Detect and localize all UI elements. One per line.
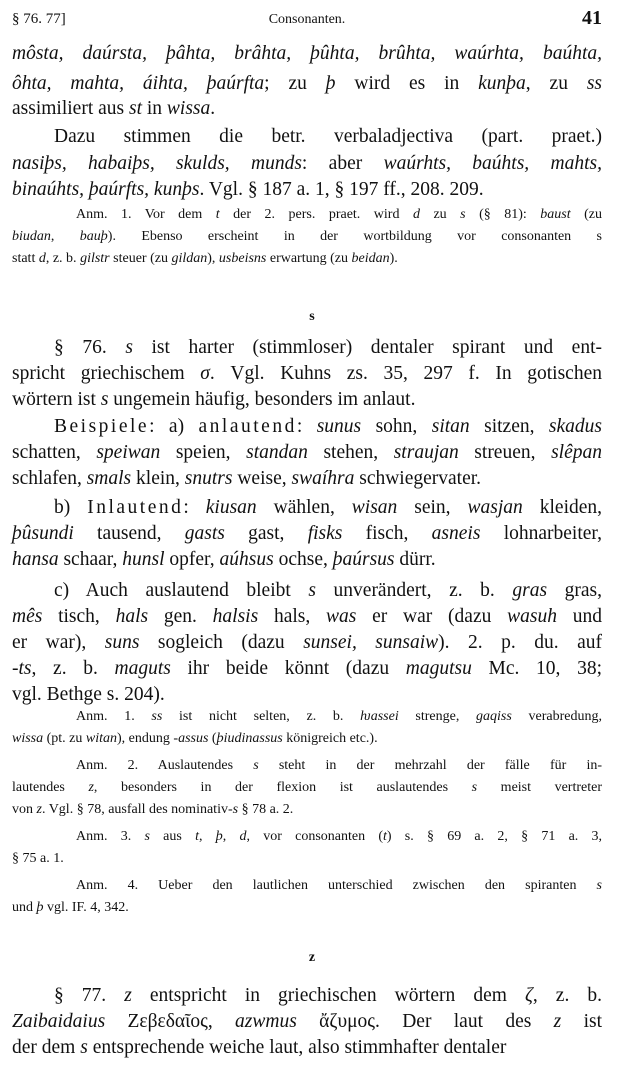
text-run: sein,: [397, 497, 468, 518]
text-line: [12, 878, 602, 894]
gothic-word: was: [326, 606, 357, 627]
gothic-word: ts: [18, 658, 32, 679]
text-run: streuen,: [458, 442, 552, 463]
gothic-word: -assus: [173, 731, 209, 746]
text-run: wählen,: [256, 497, 352, 518]
gothic-word: waúrhts, baúhts, mahts,: [383, 153, 602, 174]
gothic-word: ôhta, mahta, áihta, þaúrfta: [12, 73, 265, 94]
text-run: zu: [419, 207, 461, 222]
gothic-word: smals: [86, 468, 132, 489]
gothic-word: þûsundi: [12, 523, 74, 544]
text-run: Anm. 4. Ueber den lautlichen unterschied zwischen den spiranten: [76, 878, 597, 893]
gothic-word: witan: [85, 731, 118, 746]
page-number: 41: [582, 7, 602, 29]
text-run: ). 2. p. du. auf: [438, 632, 602, 653]
gothic-word: wasjan: [467, 497, 523, 518]
text-run: ,: [50, 229, 80, 244]
text-line: [12, 179, 602, 201]
text-run: steuer (zu: [109, 251, 172, 266]
gothic-word: skadus: [548, 416, 602, 437]
text-run: . Vgl. § 187 a. 1, § 197 ff., 208. 209.: [199, 179, 484, 200]
text-line: [12, 780, 602, 796]
text-run: wird es in: [335, 73, 479, 94]
text-run: schlafen,: [12, 468, 87, 489]
gothic-word: s: [144, 829, 150, 844]
gothic-word: sunus: [316, 416, 362, 437]
text-run: fisch,: [342, 523, 432, 544]
text-run: :: [296, 416, 317, 437]
text-line: [12, 900, 602, 916]
text-run: ihr beide könnt (dazu: [170, 658, 406, 679]
text-run: schatten,: [12, 442, 97, 463]
text-run: opfer,: [164, 549, 220, 570]
text-run: (§ 81):: [465, 207, 541, 222]
gothic-word: môsta, daúrsta, þâhta, brâhta, þûhta, brûhta, waúrhta, baúhta,: [12, 43, 602, 64]
text-line: [12, 251, 602, 267]
gothic-word: straujan: [393, 442, 459, 463]
text-run: aus: [149, 829, 196, 844]
text-run: ; zu: [264, 73, 326, 94]
text-run: gast,: [224, 523, 308, 544]
gothic-word: speiwan: [96, 442, 161, 463]
text-run: b): [54, 497, 88, 518]
text-run: vgl. IF. 4, 342.: [43, 900, 129, 915]
text-run: speien,: [160, 442, 247, 463]
gothic-word: kiusan: [205, 497, 257, 518]
gothic-word: gras: [512, 580, 548, 601]
gothic-word: binaúhts, þaúrfts, kunþs: [12, 179, 200, 200]
text-run: meist vertreter: [477, 780, 602, 795]
text-line: [12, 731, 602, 747]
gothic-word: z: [553, 1011, 562, 1032]
text-line: [12, 497, 602, 519]
text-run: königreich etc.).: [282, 731, 378, 746]
text-line: [12, 229, 602, 245]
text-run: § 77.: [54, 985, 125, 1006]
text-run: Anm. 1. Vor dem: [76, 207, 216, 222]
gothic-word: z: [124, 985, 132, 1006]
text-run: .: [210, 98, 216, 119]
gothic-word: fisks: [307, 523, 343, 544]
text-line: [12, 43, 602, 65]
gothic-word: snutrs: [184, 468, 233, 489]
gothic-word: mês: [12, 606, 43, 627]
text-run: kleiden,: [522, 497, 603, 518]
gothic-word: þ: [325, 73, 336, 94]
gothic-word: beidan: [351, 251, 390, 266]
gothic-word: standan: [246, 442, 308, 463]
text-run: (pt. zu: [43, 731, 86, 746]
text-run: Anm. 2. Auslautendes: [76, 758, 254, 773]
text-line: [12, 207, 602, 223]
text-run: : aber: [301, 153, 384, 174]
text-run: verabredung,: [511, 709, 603, 724]
gothic-word: sitan: [431, 416, 470, 437]
gothic-word: asneis: [431, 523, 481, 544]
gothic-word: t: [195, 829, 199, 844]
gothic-word: z: [88, 780, 94, 795]
gothic-word: aúhsus: [219, 549, 274, 570]
text-line: [12, 389, 602, 411]
text-run: gen.: [148, 606, 213, 627]
spaced-term: Beispiele: [54, 416, 150, 437]
text-run: unverändert, z. b.: [315, 580, 513, 601]
text-run: , vor consonanten (: [246, 829, 383, 844]
text-run: in: [142, 98, 167, 119]
text-run: ochse,: [273, 549, 333, 570]
gothic-word: s: [100, 389, 109, 410]
gothic-word: kunþa: [478, 73, 526, 94]
gothic-word: s: [596, 878, 602, 893]
text-line: [12, 442, 602, 464]
gothic-word: baust: [540, 207, 571, 222]
text-run: (: [208, 731, 217, 746]
gothic-word: t: [382, 829, 387, 844]
text-line: [12, 606, 602, 628]
gothic-word: wissa: [12, 731, 44, 746]
text-line: [12, 98, 602, 120]
gothic-word: gilstr: [80, 251, 110, 266]
text-run: und: [12, 900, 37, 915]
gothic-word: s: [471, 780, 478, 795]
text-line: [12, 468, 602, 490]
text-run: dürr.: [394, 549, 436, 570]
text-run: tausend,: [73, 523, 185, 544]
text-run: § 78 a. 2.: [238, 802, 294, 817]
text-run: gras,: [547, 580, 603, 601]
text-run: sitzen,: [469, 416, 549, 437]
text-run: . Vgl. Kuhns zs. 35, 297 f. In gotischen: [209, 363, 602, 384]
text-run: vgl. Bethge s. 204).: [12, 684, 165, 705]
gothic-word: s: [125, 337, 133, 358]
text-run: klein,: [131, 468, 185, 489]
section-range: § 76. 77]: [12, 11, 66, 27]
text-run: Dazu stimmen die betr. verbaladjectiva (part. praet.): [54, 126, 602, 147]
text-run: und: [557, 606, 603, 627]
gothic-word: hunsl: [122, 549, 165, 570]
text-run: ist harter (stimmloser) dentaler spirant und ent-: [132, 337, 603, 358]
gothic-word: gildan: [171, 251, 208, 266]
text-run: Ζεβεδαῖος,: [105, 1011, 236, 1032]
text-run: wörtern ist: [12, 389, 101, 410]
text-run: § 76.: [54, 337, 126, 358]
text-line: [12, 1011, 602, 1033]
gothic-word: d: [412, 207, 420, 222]
text-run: er war (dazu: [356, 606, 508, 627]
text-run: , zu: [525, 73, 587, 94]
text-run: sogleich (dazu: [139, 632, 304, 653]
gothic-word: bauþ: [79, 229, 108, 244]
gothic-word: ss: [151, 709, 163, 724]
gothic-word: þiudinassus: [216, 731, 283, 746]
text-line: [12, 758, 602, 774]
chapter-title: Consonanten.: [268, 12, 346, 27]
gothic-word: ss: [586, 73, 603, 94]
text-run: entspricht in griechischen wörtern dem: [131, 985, 525, 1006]
text-run: ),: [207, 251, 219, 266]
text-line: [12, 1037, 602, 1059]
text-run: weise,: [232, 468, 292, 489]
text-line: [12, 632, 602, 654]
gothic-word: usbeisns: [218, 251, 267, 266]
text-line: [12, 851, 602, 867]
gothic-word: t: [215, 207, 220, 222]
text-run: ) s. § 69 a. 2, § 71 a. 3,: [386, 829, 603, 844]
gothic-word: hansa: [12, 549, 59, 570]
text-run: stehen,: [307, 442, 394, 463]
text-run: von: [12, 802, 37, 817]
text-run: Mc. 10, 38;: [471, 658, 602, 679]
gothic-word: slêpan: [551, 442, 602, 463]
text-run: ), endung: [117, 731, 174, 746]
gothic-word: þ: [215, 829, 223, 844]
gothic-word: z: [36, 802, 42, 817]
gothic-word: s: [460, 207, 466, 222]
gothic-word: ƕassei: [360, 709, 399, 724]
gothic-word: swaíhra: [291, 468, 355, 489]
gothic-word: gasts: [184, 523, 225, 544]
text-run: der dem: [12, 1037, 81, 1058]
text-run: spricht griechischem: [12, 363, 201, 384]
text-run: ist: [561, 1011, 602, 1032]
text-run: erwartung (zu: [266, 251, 352, 266]
text-line: [12, 985, 602, 1007]
text-run: er war),: [12, 632, 105, 653]
text-line: [12, 549, 602, 571]
gothic-word: wissa: [166, 98, 211, 119]
gothic-word: biudan: [12, 229, 51, 244]
gothic-word: nasiþs, habaiþs, skulds, munds: [12, 153, 302, 174]
gothic-word: hals: [115, 606, 149, 627]
gothic-word: s: [232, 802, 239, 817]
text-run: ἄζυμος. Der laut des: [296, 1011, 554, 1032]
text-line: [12, 73, 602, 95]
text-run: ,: [222, 829, 240, 844]
text-run: ).: [389, 251, 398, 266]
text-run: tisch,: [42, 606, 116, 627]
text-run: -: [12, 658, 19, 679]
gothic-word: ζ: [524, 985, 533, 1006]
text-run: statt: [12, 251, 39, 266]
text-line: [12, 523, 602, 545]
text-run: . Vgl. § 78, ausfall des nominativ-: [41, 802, 233, 817]
gothic-word: suns: [104, 632, 140, 653]
gothic-word: wisan: [351, 497, 398, 518]
text-line: [12, 126, 602, 148]
text-run: ,: [198, 829, 216, 844]
text-run: c) Auch auslautend bleibt: [54, 580, 309, 601]
text-line: [12, 684, 602, 706]
text-run: , z. b.: [45, 251, 81, 266]
text-run: , z. b.: [31, 658, 115, 679]
section-heading-z: z: [308, 950, 316, 965]
text-run: sohn,: [361, 416, 432, 437]
running-header: [12, 5, 602, 33]
gothic-word: σ: [200, 363, 210, 384]
text-run: , z. b.: [532, 985, 603, 1006]
text-line: [12, 709, 602, 725]
text-run: hals,: [258, 606, 327, 627]
text-run: (zu: [570, 207, 603, 222]
text-run: Anm. 1.: [76, 709, 152, 724]
text-run: , besonders in der flexion ist auslautendes: [93, 780, 472, 795]
gothic-word: s: [80, 1037, 88, 1058]
text-run: Anm. 3.: [76, 829, 145, 844]
gothic-word: azwmus: [235, 1011, 297, 1032]
section-heading-s: s: [309, 309, 315, 324]
text-run: § 75 a. 1.: [12, 851, 64, 866]
text-run: strenge,: [398, 709, 477, 724]
gothic-word: magutsu: [405, 658, 472, 679]
text-run: ungemein häufig, besonders im anlaut.: [108, 389, 416, 410]
text-run: :: [183, 497, 206, 518]
gothic-word: þaúrsus: [332, 549, 395, 570]
text-run: lautendes: [12, 780, 89, 795]
text-run: assimiliert aus: [12, 98, 129, 119]
gothic-word: halsis: [212, 606, 259, 627]
text-run: der 2. pers. praet. wird: [219, 207, 413, 222]
text-line: [12, 829, 602, 845]
gothic-word: s: [253, 758, 259, 773]
text-line: [12, 153, 602, 175]
gothic-word: gaqiss: [476, 709, 512, 724]
text-run: steht in der mehrzahl der fälle für in-: [258, 758, 602, 773]
text-run: schwiegervater.: [354, 468, 482, 489]
spaced-term: Inlautend: [87, 497, 184, 518]
gothic-word: st: [128, 98, 142, 119]
text-line: [12, 416, 602, 438]
text-line: [12, 337, 602, 359]
text-run: entsprechende weiche laut, also stimmhafter dentaler: [87, 1037, 507, 1058]
gothic-word: d: [239, 829, 247, 844]
gothic-word: wasuh: [507, 606, 557, 627]
gothic-word: d: [38, 251, 46, 266]
gothic-word: s: [308, 580, 316, 601]
text-line: [12, 802, 602, 818]
text-run: ). Ebenso erscheint in der wortbildung vor consonanten s: [107, 229, 602, 244]
spaced-term: anlautend: [198, 416, 297, 437]
text-line: [12, 658, 602, 680]
text-run: ist nicht selten, z. b.: [162, 709, 361, 724]
text-line: [12, 363, 602, 385]
text-run: : a): [149, 416, 199, 437]
gothic-word: þ: [36, 900, 44, 915]
text-run: lohnarbeiter,: [480, 523, 602, 544]
text-line: [12, 580, 602, 602]
gothic-word: Zaibaidaius: [12, 1011, 106, 1032]
gothic-word: maguts: [114, 658, 171, 679]
gothic-word: sunsei, sunsaiw: [303, 632, 439, 653]
text-run: schaar,: [58, 549, 123, 570]
